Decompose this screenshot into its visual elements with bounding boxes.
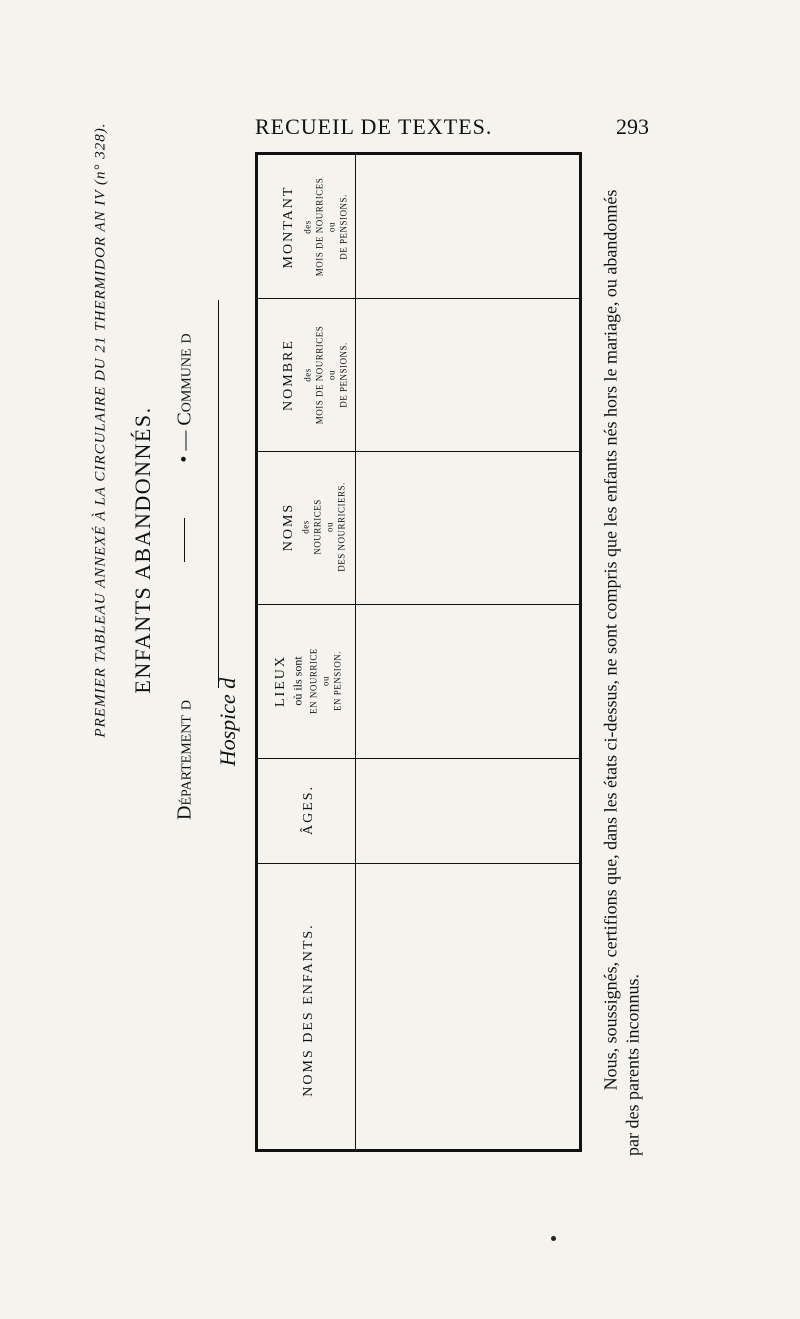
page-number: 293: [616, 114, 649, 139]
commune-label: • — Commune d: [173, 333, 196, 463]
col-header-lieux-title: LIEUX: [273, 655, 288, 707]
col-header-montant-title: MONTANT: [281, 185, 296, 269]
col-header-montant-line: des: [302, 220, 313, 234]
col-header-noms-nourrices-line: des: [300, 520, 311, 534]
hospice-rule: [218, 300, 219, 688]
col-header-montant-line: DE PENSIONS.: [338, 194, 349, 260]
col-header-lieux-line: où ils sont: [290, 656, 305, 706]
col-header-noms-nourrices-line: NOURRICES: [312, 499, 323, 555]
col-header-noms-nourrices-title: NOMS: [281, 502, 296, 552]
commune-rule: [184, 518, 185, 562]
col-header-montant-line: ou: [326, 222, 337, 232]
section-heading: ENFANTS ABANDONNÉS.: [130, 406, 155, 694]
col-header-lieux-line: EN NOURRICE: [308, 648, 319, 714]
col-header-montant-line: MOIS DE NOURRICES: [314, 177, 325, 277]
header-divider: [355, 155, 356, 1149]
departement-label: Département d: [173, 700, 196, 820]
certification-line-1: Nous, soussignés, certifions que, dans les états ci-dessus, ne sont compris que les enfants nés hors le mariage, ou abandonnés: [600, 189, 621, 1091]
col-header-lieux-line: EN PENSION.: [332, 650, 343, 712]
col-header-nombre-line: ou: [326, 370, 337, 380]
ink-dot: [551, 1236, 556, 1241]
register-table: [255, 152, 582, 1152]
col-header-noms-nourrices-line: ou: [324, 522, 335, 532]
col-header-nombre-title: NOMBRE: [281, 339, 296, 411]
column-separator: [258, 604, 579, 605]
table-caption: PREMIER TABLEAU ANNEXÉ À LA CIRCULAIRE DU 21 THERMIDOR AN IV (n° 328).: [92, 122, 109, 738]
col-header-lieux-line: ou: [320, 676, 331, 686]
col-header-noms-enfants: NOMS DES ENFANTS.: [301, 923, 316, 1097]
column-separator: [258, 758, 579, 759]
col-header-noms-nourrices-line: DES NOURRICIERS.: [336, 482, 347, 572]
col-header-nombre-line: DE PENSIONS.: [338, 342, 349, 408]
column-separator: [258, 451, 579, 452]
col-header-nombre-line: MOIS DE NOURRICES: [314, 325, 325, 425]
col-header-ages: ÂGES.: [301, 784, 316, 836]
column-separator: [258, 863, 579, 864]
certification-line-2: par des parents inconnus.: [622, 974, 643, 1156]
col-header-nombre-line: des: [302, 368, 313, 382]
hospice-label: Hospice d: [215, 677, 240, 767]
running-header-title: RECUEIL DE TEXTES.: [255, 114, 493, 139]
column-separator: [258, 298, 579, 299]
